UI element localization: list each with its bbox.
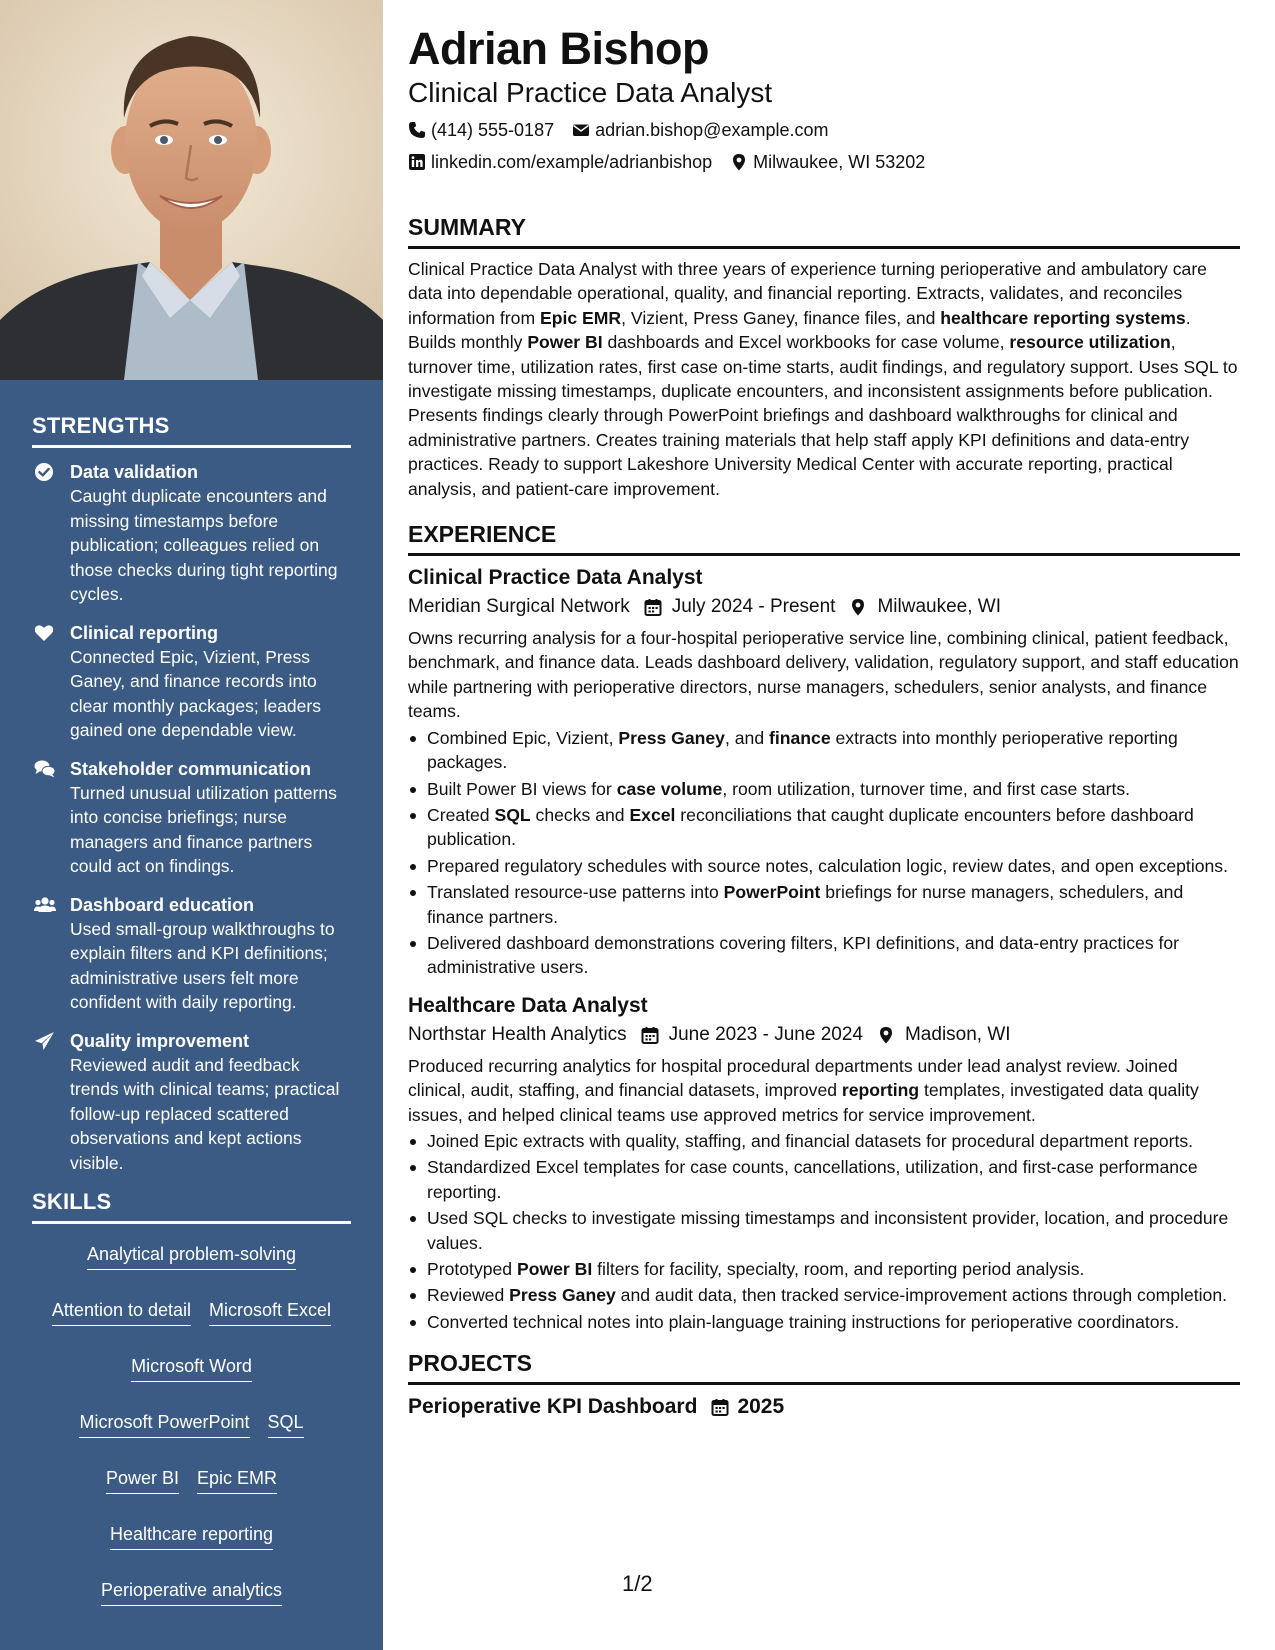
bullet-item (408, 880, 1240, 929)
text-segment: Built Power BI views for (427, 778, 617, 799)
calendar-icon (641, 1026, 659, 1044)
projects-heading: PROJECTS (408, 1348, 1240, 1385)
skill-tag: Healthcare reporting (110, 1522, 273, 1550)
text-segment: extracts into monthly perioperative reporting packages. (427, 727, 1178, 773)
text-segment: checks and (530, 804, 630, 825)
bullet-item (408, 854, 1240, 878)
bullet-item (408, 803, 1240, 852)
calendar-icon (711, 1398, 729, 1416)
linkedin-url: linkedin.com/example/adrianbishop (431, 152, 713, 172)
job-bullets (408, 726, 1240, 980)
bold-text: PowerPoint (723, 882, 821, 903)
text-segment: , and (724, 727, 770, 748)
bold-text: Epic EMR (540, 307, 622, 328)
project-item (408, 1393, 1240, 1421)
text-segment: Combined Epic, Vizient, (427, 727, 619, 748)
summary-text (408, 257, 1240, 501)
strength-item (32, 757, 351, 879)
text-segment: Joined Epic extracts with quality, staffing, and financial datasets for procedural department reports. (427, 1130, 1194, 1151)
bold-text: resource utilization (1009, 332, 1171, 353)
text-segment: Used SQL checks to investigate missing timestamps and inconsistent provider, location, and procedure values. (427, 1208, 1229, 1253)
bold-text: SQL (494, 804, 531, 825)
strength-description: Connected Epic, Vizient, Press Ganey, and finance records into clear monthly packages; leaders gained one dependable view. (70, 646, 321, 740)
job-dates: June 2023 - June 2024 (668, 1023, 863, 1045)
map-pin-icon (730, 153, 748, 171)
strength-item (32, 1029, 351, 1176)
linkedin-contact (408, 146, 712, 178)
bullet-item (408, 1206, 1240, 1255)
bullet-item (408, 777, 1240, 801)
text-segment: templates, investigated data quality issues, and helped clinical teams use approved metrics for service improvement. (408, 1080, 1199, 1125)
contact-row (408, 146, 1240, 178)
candidate-title: Clinical Practice Data Analyst (408, 77, 773, 108)
strength-title: Data validation (70, 462, 199, 482)
bullet-item (408, 726, 1240, 775)
job-location: Madison, WI (904, 1023, 1011, 1045)
text-segment: Translated resource-use patterns into (427, 882, 724, 903)
job-company: Meridian Surgical Network (408, 596, 630, 618)
strength-description: Turned unusual utilization patterns into concise briefings; nurse managers and finance partners could act on findings. (70, 782, 337, 876)
bold-text: case volume (616, 778, 723, 799)
bold-text: Press Ganey (618, 727, 725, 748)
phone-contact (408, 114, 554, 146)
bold-text: Power BI (516, 1259, 593, 1279)
text-segment: reconciliations that caught duplicate encounters before dashboard publication. (427, 804, 1194, 850)
chat-bubbles-icon (34, 759, 56, 779)
job-bullets (408, 1129, 1240, 1334)
text-segment: Produced recurring analytics for hospital procedural departments under lead analyst review. Joined clinical, audit, staffing, and financial datasets, improved (408, 1055, 1178, 1101)
text-segment: dashboards and Excel workbooks for case volume, (602, 332, 1010, 353)
calendar-icon (644, 598, 662, 616)
bullet-item (408, 1129, 1240, 1153)
job-meta (408, 1020, 1240, 1050)
skill-tag: Perioperative analytics (101, 1578, 282, 1606)
skill-tag: Microsoft Word (131, 1354, 252, 1382)
text-segment: and audit data, then tracked service-improvement actions through completion. (615, 1285, 1228, 1306)
text-segment: Reviewed (427, 1285, 510, 1306)
email-address: adrian.bishop@example.com (595, 120, 829, 140)
strength-item (32, 893, 351, 1015)
bold-text: Press Ganey (509, 1285, 616, 1306)
job-title: Clinical Practice Data Analyst (408, 566, 703, 590)
summary-heading: SUMMARY (408, 212, 1240, 249)
text-segment: Delivered dashboard demonstrations covering filters, KPI definitions, and data-entry practices for administrative users. (427, 932, 1180, 978)
phone-number: (414) 555-0187 (431, 120, 555, 140)
skill-tag: SQL (268, 1410, 304, 1438)
bold-text: Power BI (527, 332, 603, 353)
skill-tag: Attention to detail (52, 1298, 191, 1326)
strength-description: Used small-group walkthroughs to explain filters and KPI definitions; administrative users felt more confident with daily reporting. (70, 918, 335, 1012)
skill-tag: Microsoft PowerPoint (79, 1410, 249, 1438)
main-content (408, 22, 1240, 1421)
skills-list (32, 1236, 351, 1606)
bullet-item (408, 1283, 1240, 1307)
map-pin-icon (877, 1026, 895, 1044)
strength-title: Quality improvement (70, 1030, 250, 1051)
bullet-item (408, 1310, 1240, 1334)
job-company: Northstar Health Analytics (408, 1023, 627, 1045)
contact-row (408, 114, 1240, 146)
text-segment: Converted technical notes into plain-language training instructions for perioperative coordinators. (427, 1311, 1180, 1332)
page-number: 1/2 (622, 1571, 653, 1596)
sidebar-content (32, 413, 351, 1606)
job-meta (408, 592, 1240, 622)
strength-title: Stakeholder communication (70, 758, 312, 779)
text-segment: briefings for nurse managers, schedulers, and finance partners. (427, 882, 1184, 927)
bold-text: finance (769, 727, 831, 748)
map-pin-icon (849, 598, 867, 616)
job-title: Healthcare Data Analyst (408, 993, 648, 1017)
experience-heading: EXPERIENCE (408, 519, 1240, 556)
location-contact (730, 146, 925, 178)
project-title: Perioperative KPI Dashboard (408, 1395, 698, 1419)
linkedin-icon (408, 153, 426, 171)
strength-description: Caught duplicate encounters and missing timestamps before publication; colleagues relied on those checks during tight reporting cycles. (70, 486, 338, 604)
check-circle-icon (34, 462, 56, 482)
sidebar (0, 0, 383, 1650)
users-icon (34, 895, 56, 915)
profile-photo-illustration (0, 0, 383, 380)
strength-item (32, 621, 351, 743)
strength-description: Reviewed audit and feedback trends with clinical teams; practical follow-up replaced scattered observations and kept actions visible. (70, 1054, 340, 1173)
skill-tag: Epic EMR (197, 1466, 277, 1494)
location-text: Milwaukee, WI 53202 (753, 152, 926, 172)
text-segment: . Builds monthly (408, 307, 1191, 353)
bold-text: reporting (841, 1080, 920, 1101)
project-year: 2025 (737, 1395, 785, 1419)
text-segment: , turnover time, utilization rates, first case on-time starts, audit findings, and regulatory support. Uses SQL to investigate missing timestamps, duplicate encounters, and inconsistent assignments before publication. Presents findings clearly through PowerPoint briefings and dashboard walkthroughs for clinical and administrative partners. Creates training materials that help staff apply KPI definitions and data-entry practices. Ready to support Lakeshore University Medical Center with accurate reporting, practical analysis, and patient-care improvement. (408, 332, 1238, 499)
bullet-item (408, 1155, 1240, 1204)
text-segment: Prototyped (427, 1259, 517, 1279)
bold-text: healthcare reporting systems (940, 307, 1186, 328)
skill-tag: Analytical problem-solving (87, 1242, 296, 1270)
email-contact (572, 114, 828, 146)
candidate-name: Adrian Bishop (408, 23, 710, 74)
strength-title: Clinical reporting (70, 622, 219, 643)
heart-icon (34, 623, 56, 643)
skills-heading: SKILLS (32, 1189, 351, 1224)
job-description (408, 1054, 1240, 1127)
text-segment: Standardized Excel templates for case counts, cancellations, utilization, and first-case performance reporting. (427, 1157, 1198, 1202)
strengths-heading: STRENGTHS (32, 413, 351, 448)
skill-tag: Microsoft Excel (209, 1298, 331, 1326)
job-description: Owns recurring analysis for a four-hospital perioperative service line, combining clinical, patient feedback, benchmark, and finance data. Leads dashboard delivery, validation, regulatory support, and staff education while partnering with perioperative directors, nurse managers, schedulers, senior analysts, and finance teams. (408, 628, 1239, 722)
bullet-item (408, 931, 1240, 980)
bold-text: Excel (629, 804, 676, 825)
job-entry (408, 992, 1240, 1334)
text-segment: , Vizient, Press Ganey, finance files, and (621, 307, 941, 328)
text-segment: filters for facility, specialty, room, and reporting period analysis. (592, 1259, 1085, 1279)
skill-tag: Power BI (106, 1466, 179, 1494)
envelope-icon (572, 121, 590, 139)
profile-photo (0, 0, 383, 380)
job-dates: July 2024 - Present (671, 596, 836, 618)
text-segment: , room utilization, turnover time, and first case starts. (722, 778, 1131, 799)
job-entry (408, 564, 1240, 980)
text-segment: Created (427, 804, 495, 825)
strength-item (32, 460, 351, 607)
job-location: Milwaukee, WI (877, 596, 1001, 618)
paper-plane-icon (34, 1031, 56, 1051)
bullet-item (408, 1257, 1240, 1281)
text-segment: Prepared regulatory schedules with source notes, calculation logic, review dates, and open exceptions. (427, 855, 1228, 876)
strength-title: Dashboard education (70, 894, 255, 915)
text-segment: Clinical Practice Data Analyst with three years of experience turning perioperative and ambulatory care data into dependable operational, quality, and financial reporting. Extracts, validates, and reconciles information from (408, 259, 1207, 328)
phone-icon (408, 121, 426, 139)
